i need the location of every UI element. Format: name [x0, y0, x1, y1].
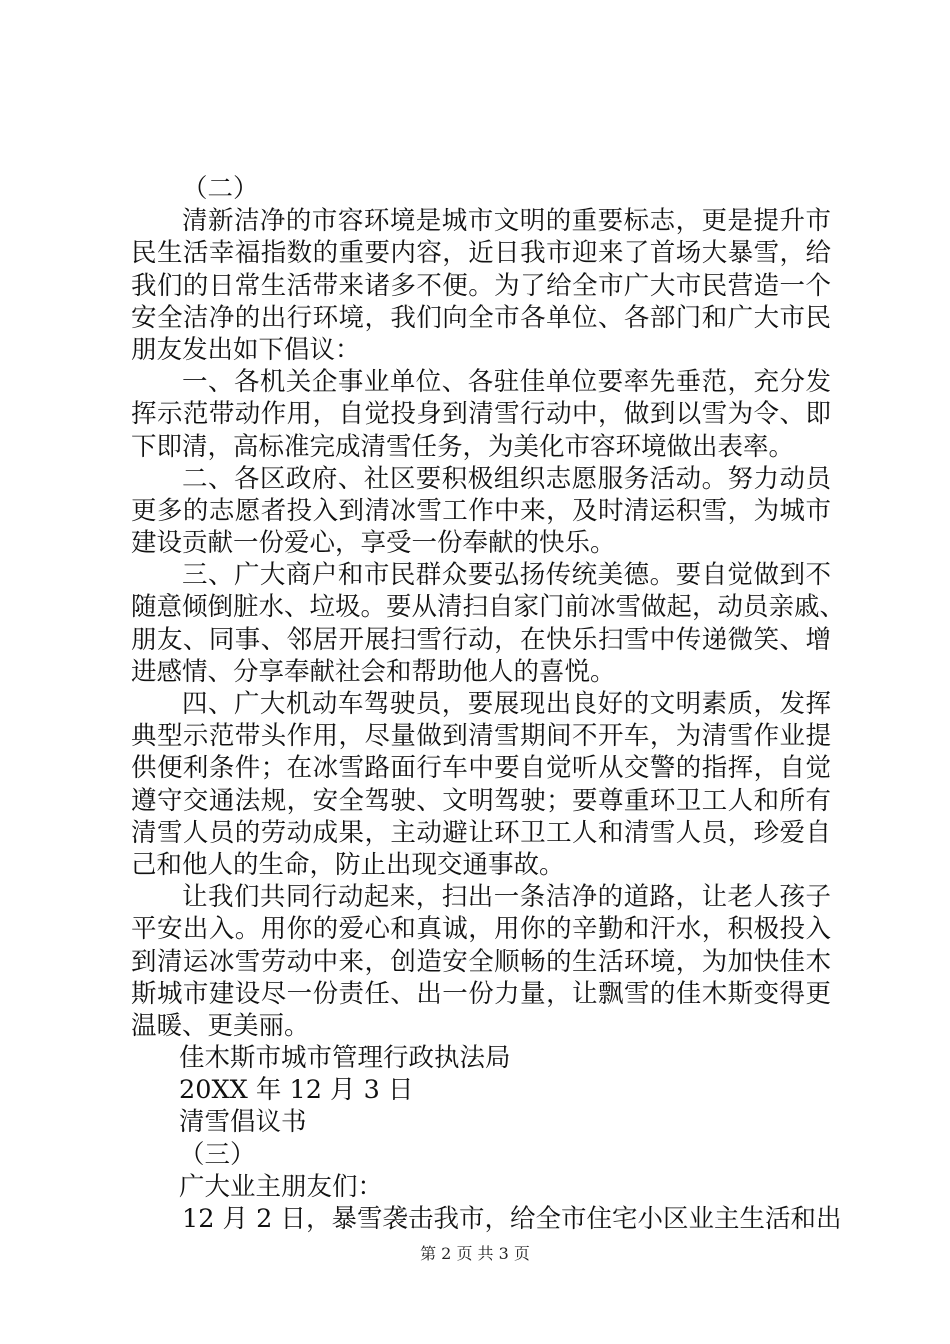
paragraph-line: 平安出入。用你的爱心和真诚，用你的辛勤和汗水，积极投入: [131, 914, 831, 945]
paragraph-line: 己和他人的生命，防止出现交通事故。: [131, 849, 565, 880]
paragraph-line: 供便利条件；在冰雪路面行车中要自觉听从交警的指挥，自觉: [131, 753, 831, 784]
page-footer: 第 2 页 共 3 页: [420, 1244, 530, 1263]
paragraph-line: 安全洁净的出行环境，我们向全市各单位、各部门和广大市民: [131, 302, 831, 333]
paragraph-line: 建设贡献一份爱心，享受一份奉献的快乐。: [131, 528, 616, 559]
paragraph-line: 进感情、分享奉献社会和帮助他人的喜悦。: [131, 656, 616, 687]
paragraph-line: 朋友、同事、邻居开展扫雪行动，在快乐扫雪中传递微笑、增: [131, 624, 831, 655]
proposal-item-2: [131, 463, 831, 560]
section-heading: （三）: [179, 1139, 256, 1170]
proposal-item-1: [131, 366, 831, 463]
signature-organization: 佳木斯市城市管理行政执法局: [179, 1043, 511, 1074]
paragraph-line: 民生活幸福指数的重要内容，近日我市迎来了首场大暴雪，给: [131, 238, 831, 269]
paragraph-line: 挥示范带动作用，自觉投身到清雪行动中，做到以雪为令、即: [131, 399, 831, 430]
paragraph-line: 让我们共同行动起来，扫出一条洁净的道路，让老人孩子: [182, 882, 831, 913]
paragraph-line: 一、各机关企事业单位、各驻佳单位要率先垂范，充分发: [182, 367, 831, 398]
salutation: 广大业主朋友们：: [179, 1171, 384, 1202]
paragraph-line: 清新洁净的市容环境是城市文明的重要标志，更是提升市: [182, 206, 831, 237]
proposal-item-3: [131, 559, 846, 688]
intro-paragraph: [131, 205, 831, 366]
paragraph-line: 我们的日常生活带来诸多不便。为了给全市广大市民营造一个: [131, 270, 831, 301]
paragraph-line: 更多的志愿者投入到清冰雪工作中来，及时清运积雪，为城市: [131, 495, 831, 526]
paragraph-line: 到清运冰雪劳动中来，创造安全顺畅的生活环境，为加快佳木: [131, 946, 831, 977]
document-title: 清雪倡议书: [179, 1107, 307, 1138]
paragraph-line: 遵守交通法规，安全驾驶、文明驾驶；要尊重环卫工人和所有: [131, 785, 831, 816]
section-heading: （二）: [182, 174, 259, 204]
document-body: [131, 173, 846, 1235]
paragraph-line: 下即清，高标准完成清雪任务，为美化市容环境做出表率。: [131, 431, 795, 462]
paragraph-line: 朋友发出如下倡议：: [131, 334, 361, 365]
paragraph-line: 三、广大商户和市民群众要弘扬传统美德。要自觉做到不: [182, 560, 831, 591]
paragraph-line: 四、广大机动车驾驶员，要展现出良好的文明素质，发挥: [182, 689, 831, 719]
paragraph-line: 典型示范带头作用，尽量做到清雪期间不开车，为清雪作业提: [131, 721, 831, 752]
paragraph-line: 随意倾倒脏水、垃圾。要从清扫自家门前冰雪做起，动员亲戚、: [131, 592, 846, 623]
paragraph-line: 12 月 2 日，暴雪袭击我市，给全市住宅小区业主生活和出: [182, 1204, 842, 1234]
proposal-item-4: [131, 688, 831, 881]
paragraph-line: 清雪人员的劳动成果，主动避让环卫工人和清雪人员，珍爱自: [131, 817, 831, 848]
signature-date: 20XX 年 12 月 3 日: [179, 1075, 414, 1106]
paragraph-line: 斯城市建设尽一份责任、出一份力量，让飘雪的佳木斯变得更: [131, 978, 831, 1009]
paragraph-line: 二、各区政府、社区要积极组织志愿服务活动。努力动员: [182, 463, 831, 494]
paragraph-line: 温暖、更美丽。: [131, 1010, 310, 1041]
closing-paragraph: [131, 881, 831, 1042]
